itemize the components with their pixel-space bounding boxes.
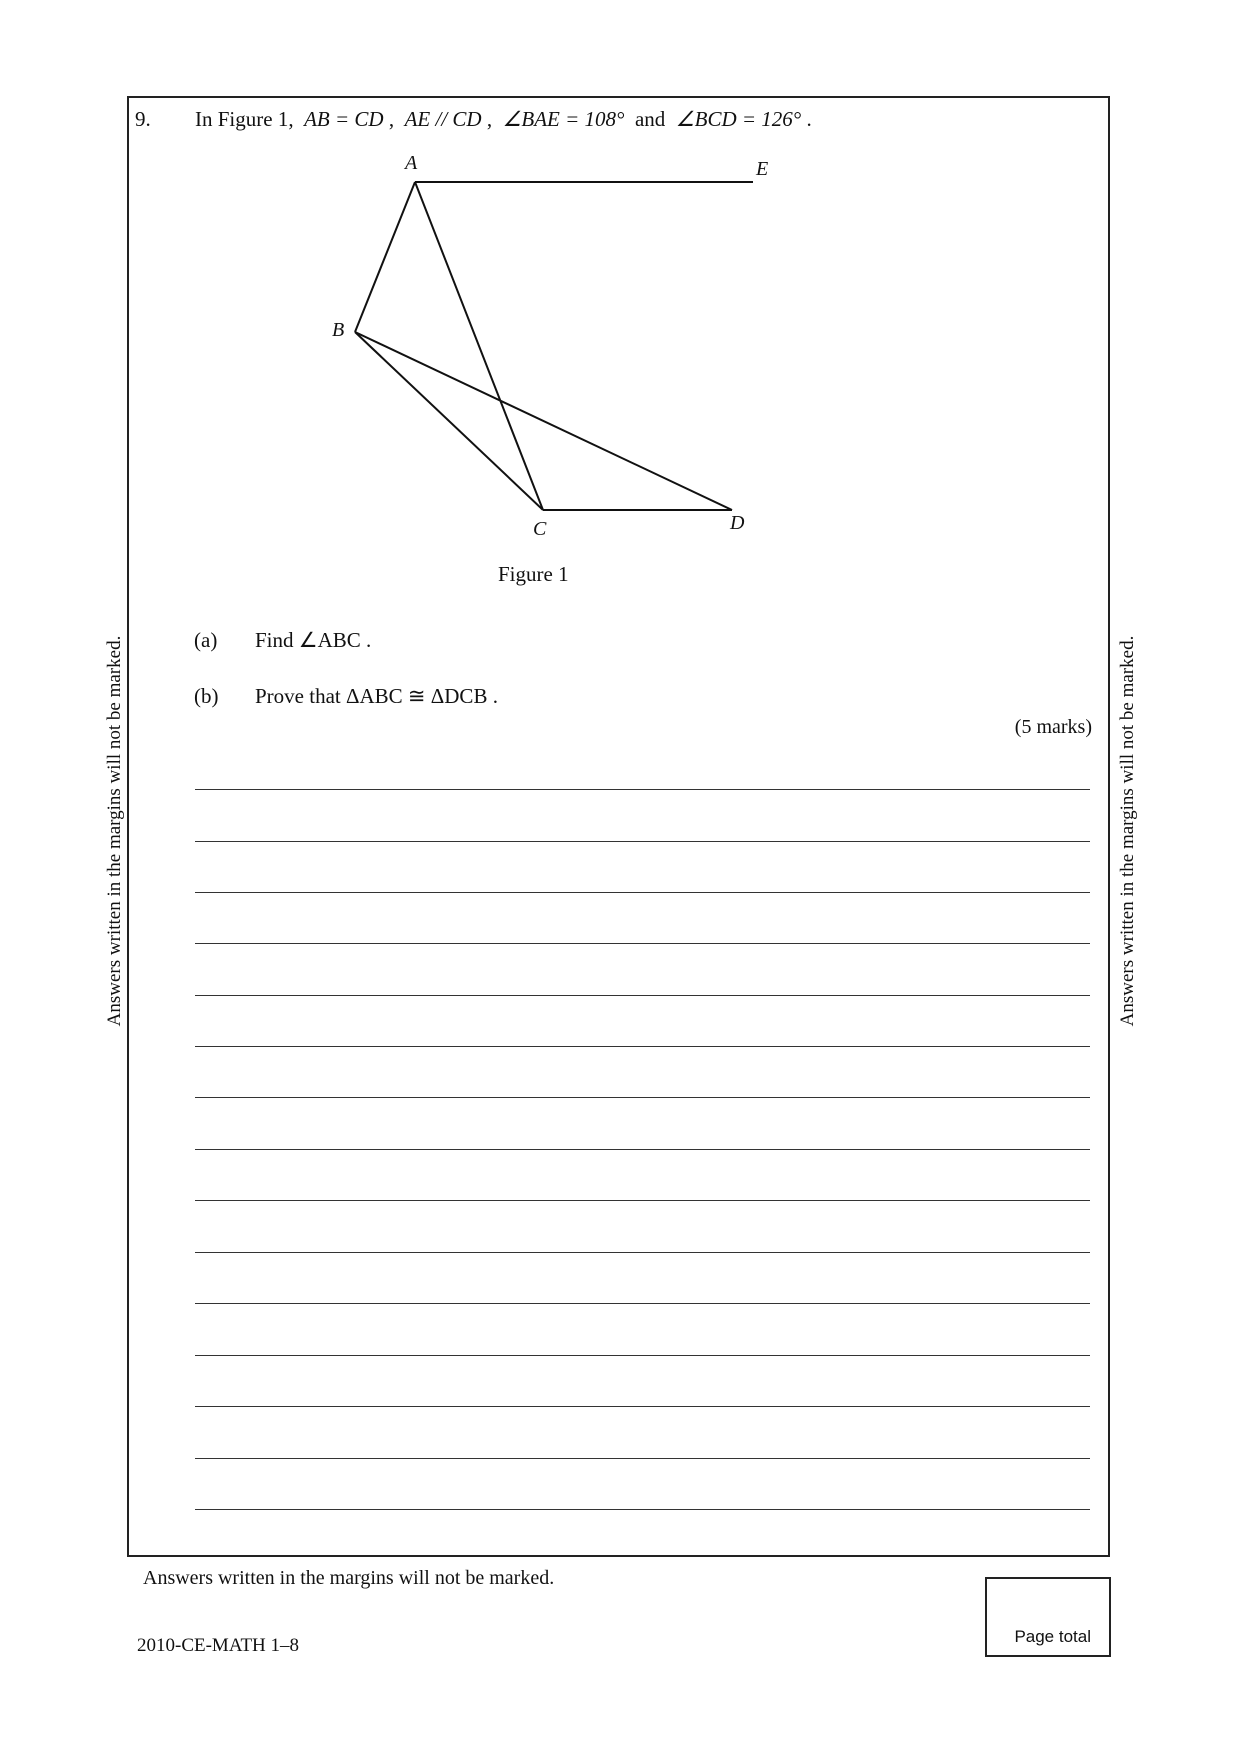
point-label-b: B: [332, 319, 345, 341]
separator: ,: [486, 107, 493, 131]
point-label-d: D: [730, 512, 745, 534]
segment-ac: [415, 182, 543, 510]
part-a-letter: (a): [194, 628, 218, 652]
answer-line[interactable]: [195, 1355, 1090, 1356]
answer-line[interactable]: [195, 892, 1090, 893]
answer-line[interactable]: [195, 1406, 1090, 1407]
answer-line[interactable]: [195, 789, 1090, 790]
condition-angle-bae: ∠BAE = 108°: [502, 107, 625, 131]
left-margin-note: Answers written in the margins will not be marked.: [104, 635, 125, 1027]
page-total-label: Page total: [1014, 1627, 1091, 1646]
marks-allocation: (5 marks): [1014, 716, 1092, 738]
answer-line[interactable]: [195, 943, 1090, 944]
part-b-text: Prove that ΔABC ≅ ΔDCB .: [255, 684, 498, 708]
figure-caption: Figure 1: [498, 562, 569, 586]
answer-line[interactable]: [195, 841, 1090, 842]
answer-line[interactable]: [195, 1509, 1090, 1510]
paper-code: 2010-CE-MATH 1–8: [137, 1635, 300, 1656]
question-statement: [195, 107, 812, 132]
answer-line[interactable]: [195, 1046, 1090, 1047]
segment-ab: [355, 182, 415, 332]
answer-line[interactable]: [195, 1097, 1090, 1098]
condition-ab-cd: AB = CD: [304, 107, 384, 131]
question-intro: In Figure 1,: [195, 107, 294, 131]
point-label-e: E: [756, 158, 769, 180]
question-number: 9.: [135, 107, 151, 131]
footer-margin-note: Answers written in the margins will not be marked.: [143, 1567, 555, 1589]
answer-line[interactable]: [195, 995, 1090, 996]
answer-line[interactable]: [195, 1149, 1090, 1150]
period: .: [806, 107, 812, 131]
figure-1-diagram: [320, 155, 780, 555]
segment-bd: [355, 332, 732, 510]
answer-line[interactable]: [195, 1303, 1090, 1304]
segment-bc: [355, 332, 543, 510]
joiner-and: and: [634, 107, 666, 131]
part-a-text: Find ∠ABC .: [255, 628, 372, 652]
point-label-a: A: [405, 152, 418, 174]
part-b-letter: (b): [194, 684, 219, 708]
answer-line[interactable]: [195, 1200, 1090, 1201]
page-total-box[interactable]: [985, 1577, 1111, 1657]
figure-1: [320, 152, 780, 560]
right-margin-note: Answers written in the margins will not be marked.: [1117, 635, 1138, 1027]
condition-ae-parallel-cd: AE // CD: [404, 107, 482, 131]
separator: ,: [388, 107, 395, 131]
point-label-c: C: [533, 518, 547, 540]
answer-line[interactable]: [195, 1458, 1090, 1459]
answer-line[interactable]: [195, 1252, 1090, 1253]
condition-angle-bcd: ∠BCD = 126°: [675, 107, 802, 131]
